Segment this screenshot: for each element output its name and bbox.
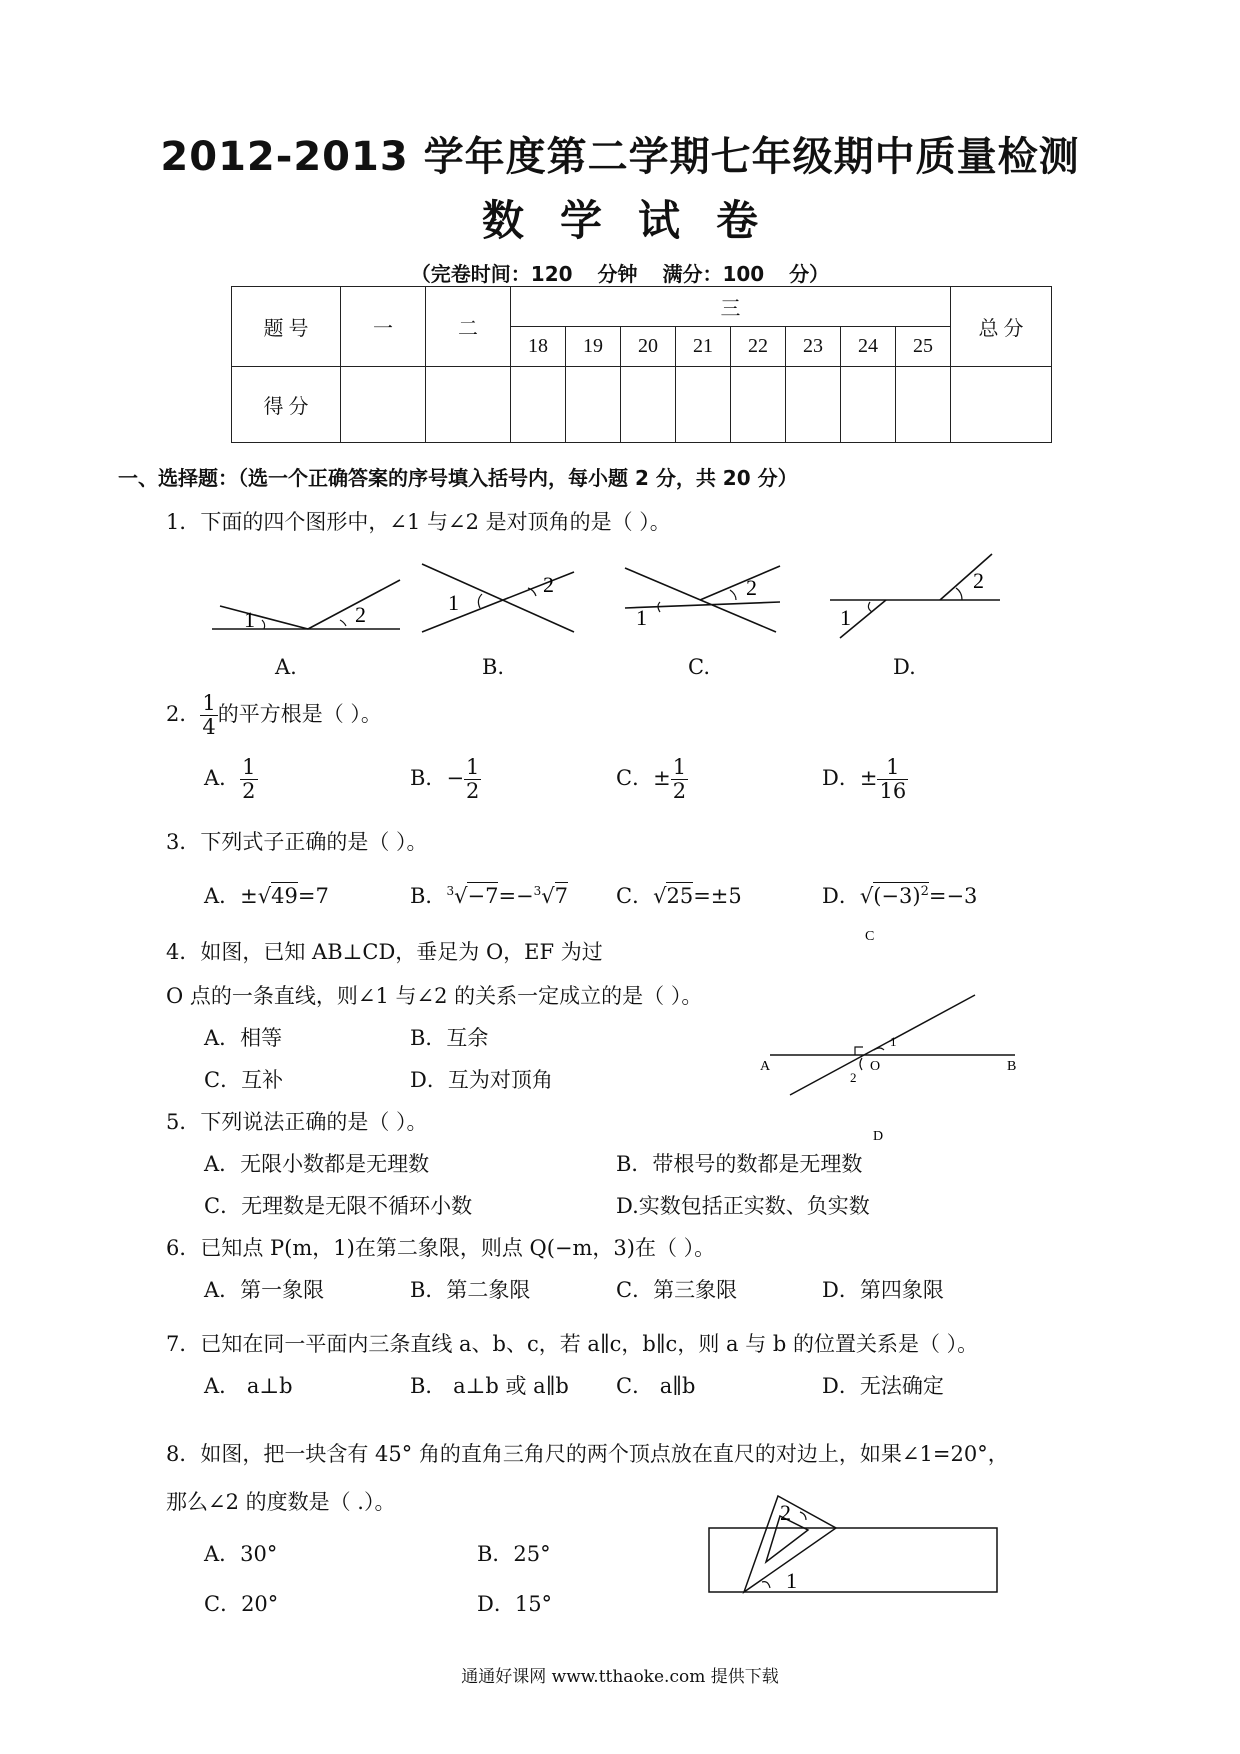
question-7-option-b[interactable]: B． a⊥b 或 a∥b: [410, 1374, 569, 1398]
question-2-stem-text: 的平方根是（ ）。: [217, 702, 382, 727]
point-label-o: O: [870, 1059, 881, 1074]
score-cell[interactable]: [676, 367, 731, 443]
question-1-option-c[interactable]: C.: [688, 655, 710, 679]
score-cell[interactable]: [621, 367, 676, 443]
col-item: 24: [841, 327, 896, 367]
question-8-stem-line2: 那么∠2 的度数是（ .）。: [166, 1490, 396, 1514]
question-6-option-b[interactable]: B．第二象限: [410, 1278, 531, 1302]
question-3-option-c[interactable]: C．√25=±5: [616, 884, 742, 908]
angle-label: 1: [840, 605, 851, 630]
score-cell[interactable]: [566, 367, 621, 443]
question-5-option-a[interactable]: A．无限小数都是无理数: [204, 1152, 430, 1176]
question-2-option-d[interactable]: D．± $\frac{1}{16}$: [822, 755, 907, 804]
figure-b: [422, 564, 574, 632]
figure-d: [830, 554, 1000, 638]
exam-subtitle: 数学试卷: [481, 196, 794, 245]
angle-label: 2: [850, 1070, 857, 1085]
question-8-option-a[interactable]: A．30°: [204, 1542, 278, 1566]
question-6-stem: 6．已知点 P(m，1)在第二象限，则点 Q(−m，3)在（ ）。: [166, 1236, 716, 1260]
col-section-2: 二: [426, 287, 511, 367]
col-item: 25: [896, 327, 951, 367]
question-4-option-c[interactable]: C．互补: [204, 1068, 284, 1092]
angle-label: 1: [448, 590, 459, 615]
footer-credit: 通通好课网 www.tthaoke.com 提供下载: [461, 1667, 779, 1687]
figure-c: [625, 566, 780, 632]
angle-label: 1: [636, 605, 647, 630]
col-item: 19: [566, 327, 621, 367]
question-6-option-a[interactable]: A．第一象限: [204, 1278, 325, 1302]
question-3-option-b[interactable]: B．$^3$√−7=−$^3$√7: [410, 884, 569, 908]
question-7-option-c[interactable]: C． a∥b: [616, 1374, 696, 1398]
question-1-stem: 1．下面的四个图形中，∠1 与∠2 是对顶角的是（ ）。: [166, 510, 671, 534]
col-item: 20: [621, 327, 676, 367]
question-4-option-d[interactable]: D．互为对顶角: [410, 1068, 553, 1092]
score-cell[interactable]: [896, 367, 951, 443]
question-7-stem: 7．已知在同一平面内三条直线 a、b、c，若 a∥c，b∥c，则 a 与 b 的位置关系是（ ）。: [166, 1332, 979, 1356]
question-2-stem: [166, 692, 382, 739]
question-5-option-b[interactable]: B．带根号的数都是无理数: [616, 1152, 863, 1176]
col-section-1: 一: [341, 287, 426, 367]
point-label-c: C: [865, 929, 875, 944]
col-item: 18: [511, 327, 566, 367]
question-7-option-a[interactable]: A． a⊥b: [204, 1374, 293, 1398]
point-label-d: D: [873, 1129, 884, 1140]
angle-label: 2: [780, 1500, 791, 1525]
question-8-option-b[interactable]: B．25°: [477, 1542, 551, 1566]
angle-label: 1: [786, 1568, 797, 1593]
question-1-option-a[interactable]: A.: [275, 655, 297, 679]
point-label-b: B: [1007, 1059, 1017, 1074]
question-4-figure: [750, 920, 1040, 1140]
angle-label: 2: [746, 575, 757, 600]
question-1-figures: [200, 550, 1020, 650]
question-5-stem: 5．下列说法正确的是（ ）。: [166, 1110, 428, 1134]
question-1-option-d[interactable]: D.: [893, 655, 916, 679]
question-4-option-b[interactable]: B．互余: [410, 1026, 489, 1050]
point-label-a: A: [760, 1059, 771, 1074]
question-8-option-d[interactable]: D．15°: [477, 1592, 553, 1616]
question-3-option-d[interactable]: D．$√(-3)^2=-3$: [822, 884, 978, 908]
col-total: 总 分: [951, 287, 1052, 367]
angle-label: 2: [973, 568, 984, 593]
score-cell[interactable]: [841, 367, 896, 443]
question-8-option-c[interactable]: C．20°: [204, 1592, 279, 1616]
question-3-option-a[interactable]: A．±√49=7: [204, 884, 329, 908]
fraction: $\frac{1}{4}$: [202, 691, 216, 740]
row-label-question-number: 题 号: [232, 287, 341, 367]
score-cell[interactable]: [426, 367, 511, 443]
question-6-option-c[interactable]: C．第三象限: [616, 1278, 738, 1302]
angle-label: 2: [543, 572, 554, 597]
question-4-stem-line2: O 点的一条直线，则∠1 与∠2 的关系一定成立的是（ ）。: [166, 984, 703, 1008]
question-3-stem: 3．下列式子正确的是（ ）。: [166, 830, 428, 854]
col-section-3: 三: [511, 287, 951, 327]
exam-info: （完卷时间：120 分钟 满分：100 分）: [410, 262, 830, 286]
question-number: 2．: [166, 702, 201, 727]
score-cell[interactable]: [511, 367, 566, 443]
question-8-figure: [700, 1490, 1010, 1600]
question-2-option-b[interactable]: B．− $\frac{1}{2}$: [410, 755, 480, 804]
section-heading: 一、选择题：（选一个正确答案的序号填入括号内，每小题 2 分，共 20 分）: [118, 466, 798, 490]
col-item: 22: [731, 327, 786, 367]
question-1-option-b[interactable]: B.: [482, 655, 505, 679]
score-cell[interactable]: [341, 367, 426, 443]
score-cell[interactable]: [786, 367, 841, 443]
question-8-stem-line1: 8．如图，把一块含有 45° 角的直角三角尺的两个顶点放在直尺的对边上，如果∠1=20°，: [166, 1442, 1009, 1466]
angle-label: 2: [355, 602, 366, 627]
question-5-option-d[interactable]: D.实数包括正实数、负实数: [616, 1194, 870, 1218]
question-4-option-a[interactable]: A．相等: [204, 1026, 283, 1050]
angle-label: 1: [890, 1034, 897, 1049]
ruler: [709, 1528, 997, 1592]
score-cell[interactable]: [951, 367, 1052, 443]
question-2-option-c[interactable]: C．± $\frac{1}{2}$: [616, 755, 687, 804]
score-cell[interactable]: [731, 367, 786, 443]
question-6-option-d[interactable]: D．第四象限: [822, 1278, 944, 1302]
row-label-score: 得 分: [232, 367, 341, 443]
score-table: [231, 286, 1052, 443]
question-4-stem-line1: 4．如图，已知 AB⊥CD，垂足为 O，EF 为过: [166, 940, 603, 964]
col-item: 21: [676, 327, 731, 367]
figure-a: [212, 580, 400, 632]
question-2-option-a[interactable]: A． $\frac{1}{2}$: [204, 755, 256, 804]
col-item: 23: [786, 327, 841, 367]
question-5-option-c[interactable]: C．无理数是无限不循环小数: [204, 1194, 473, 1218]
question-7-option-d[interactable]: D．无法确定: [822, 1374, 944, 1398]
angle-label: 1: [244, 607, 255, 632]
exam-title: 2012-2013 学年度第二学期七年级期中质量检测: [160, 134, 1080, 180]
